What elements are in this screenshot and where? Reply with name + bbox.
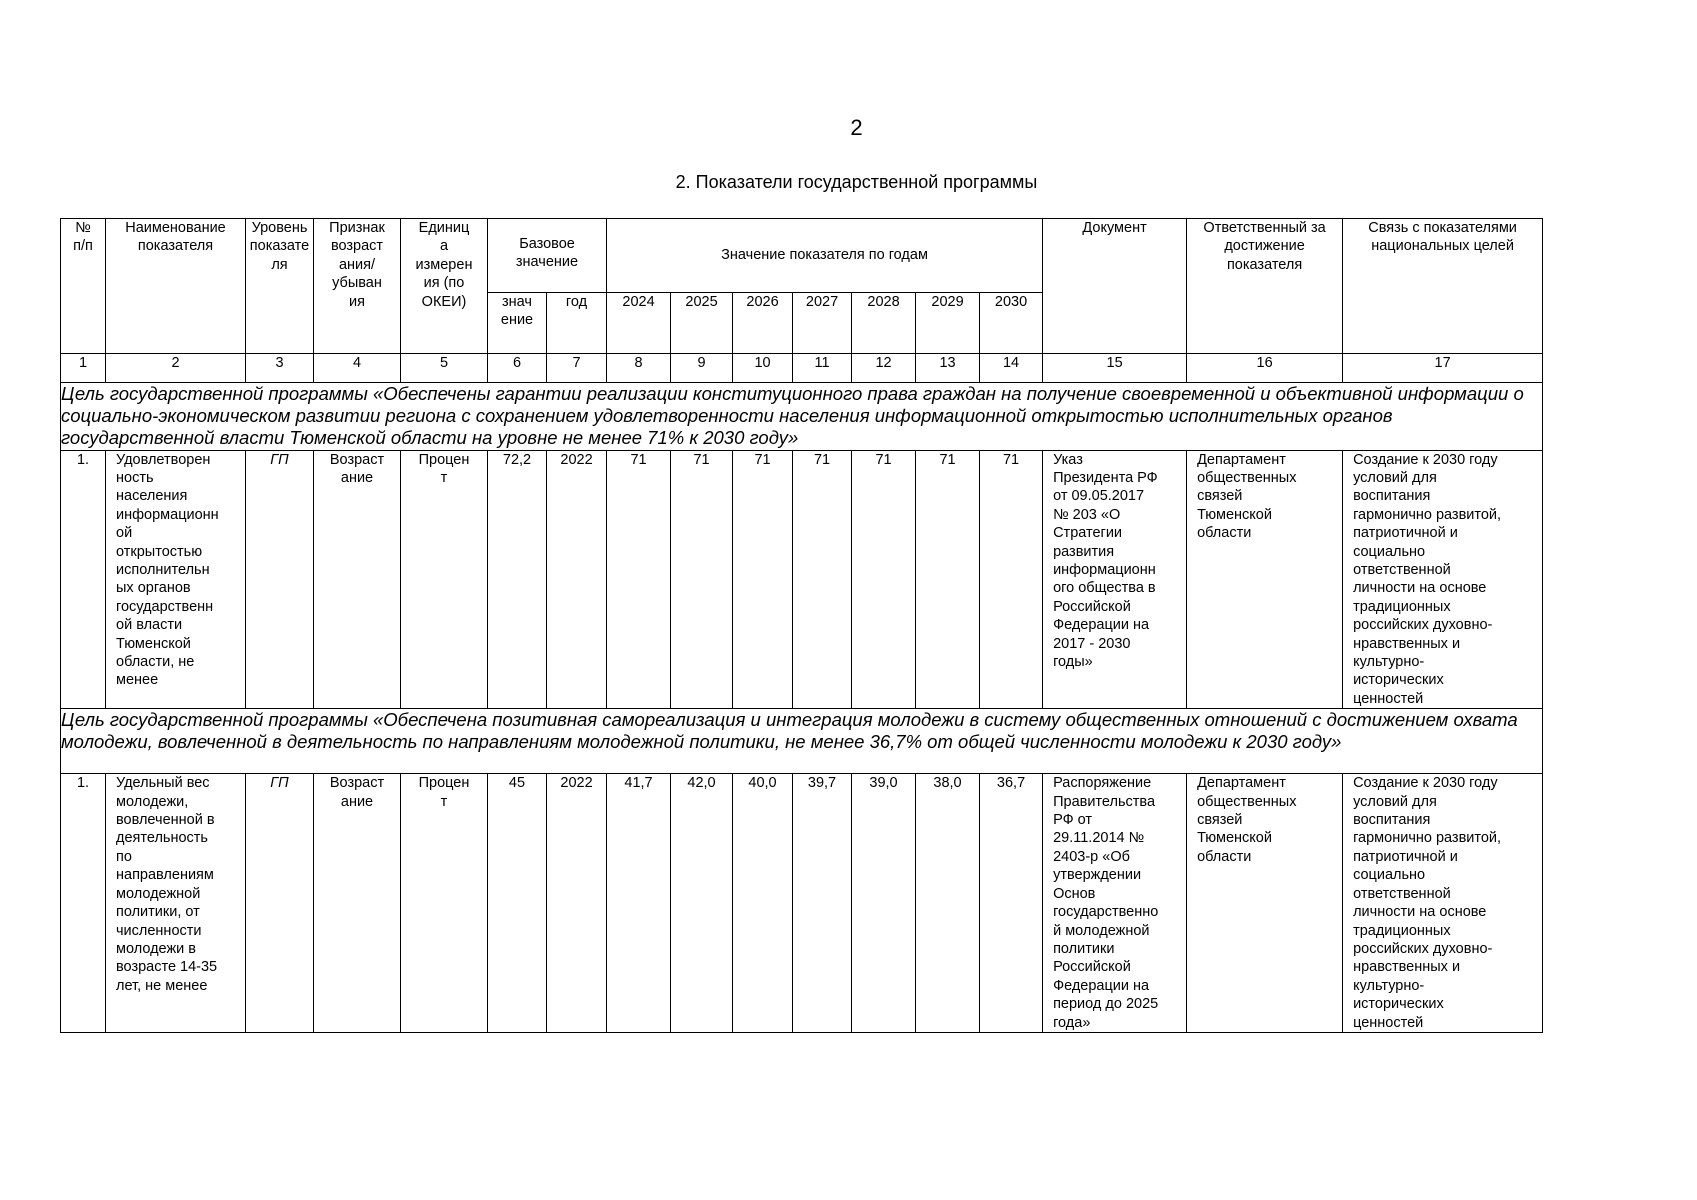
indicator-name: Удельный вес молодежи, вовлеченной в деятельность по направлениям молодежной политики, от численности молодежи в возрасте 14-35 лет, не менее bbox=[106, 774, 246, 1033]
header-by-years: Значение показателя по годам bbox=[607, 219, 1043, 293]
header-responsible: Ответственный за достижение показателя bbox=[1187, 219, 1343, 354]
column-number-13: 13 bbox=[916, 354, 980, 383]
goal-row bbox=[61, 709, 1543, 774]
base-value: 72,2 bbox=[488, 450, 547, 709]
table-row bbox=[61, 774, 1543, 1033]
header-year-2027: 2027 bbox=[793, 293, 852, 354]
header-document: Документ bbox=[1043, 219, 1187, 354]
header-national-goals: Связь с показателями национальных целей bbox=[1343, 219, 1543, 354]
year-value-2025: 71 bbox=[671, 450, 733, 709]
header-year-2029: 2029 bbox=[916, 293, 980, 354]
base-year: 2022 bbox=[547, 450, 607, 709]
header-name: Наименование показателя bbox=[106, 219, 246, 354]
header-year-2026: 2026 bbox=[733, 293, 793, 354]
header-base-value: знач ение bbox=[488, 293, 547, 354]
header-trend: Признак возраст ания/ убыван ия bbox=[314, 219, 401, 354]
year-value-2024: 71 bbox=[607, 450, 671, 709]
indicator-trend: Возраст ание bbox=[314, 774, 401, 1033]
column-number-2: 2 bbox=[106, 354, 246, 383]
column-number-16: 16 bbox=[1187, 354, 1343, 383]
year-value-2029: 71 bbox=[916, 450, 980, 709]
source-document: Указ Президента РФ от 09.05.2017 № 203 «О Стратегии развития информационн ого общества в Российской Федерации на 2017 - 2030 годы» bbox=[1043, 450, 1187, 709]
national-goals-link: Создание к 2030 году условий для воспитания гармонично развитой, патриотичной и социально ответственной личности на основе традиционных российских духовно- нравственных и культурно- исторических ценностей bbox=[1343, 774, 1543, 1033]
base-value: 45 bbox=[488, 774, 547, 1033]
goal-row bbox=[61, 383, 1543, 451]
header-level: Уровень показате ля bbox=[246, 219, 314, 354]
header-unit: Единиц а измерен ия (по ОКЕИ) bbox=[401, 219, 488, 354]
year-value-2027: 39,7 bbox=[793, 774, 852, 1033]
column-number-3: 3 bbox=[246, 354, 314, 383]
year-value-2024: 41,7 bbox=[607, 774, 671, 1033]
column-number-14: 14 bbox=[980, 354, 1043, 383]
indicator-unit: Процен т bbox=[401, 774, 488, 1033]
base-year: 2022 bbox=[547, 774, 607, 1033]
year-value-2030: 36,7 bbox=[980, 774, 1043, 1033]
column-number-12: 12 bbox=[852, 354, 916, 383]
year-value-2029: 38,0 bbox=[916, 774, 980, 1033]
indicator-level: ГП bbox=[246, 774, 314, 1033]
year-value-2025: 42,0 bbox=[671, 774, 733, 1033]
column-number-6: 6 bbox=[488, 354, 547, 383]
document-title: 2. Показатели государственной программы bbox=[675, 172, 1038, 192]
row-number: 1. bbox=[61, 774, 106, 1033]
column-number-15: 15 bbox=[1043, 354, 1187, 383]
indicator-trend: Возраст ание bbox=[314, 450, 401, 709]
page-number: 2 bbox=[850, 115, 863, 140]
column-number-17: 17 bbox=[1343, 354, 1543, 383]
header-year-2024: 2024 bbox=[607, 293, 671, 354]
program-goal: Цель государственной программы «Обеспечена позитивная самореализация и интеграция молодежи в систему общественных отношений с достижением охвата молодежи, вовлеченной в деятельность по направлениям молодежной политики, не менее 36,7% от общей численности молодежи к 2030 году» bbox=[61, 709, 1543, 774]
header-year-2025: 2025 bbox=[671, 293, 733, 354]
column-number-10: 10 bbox=[733, 354, 793, 383]
row-number: 1. bbox=[61, 450, 106, 709]
year-value-2026: 71 bbox=[733, 450, 793, 709]
year-value-2027: 71 bbox=[793, 450, 852, 709]
year-value-2028: 71 bbox=[852, 450, 916, 709]
responsible-department: Департамент общественных связей Тюменской области bbox=[1187, 774, 1343, 1033]
indicators-table bbox=[60, 218, 1543, 1033]
responsible-department: Департамент общественных связей Тюменской области bbox=[1187, 450, 1343, 709]
header-year-2030: 2030 bbox=[980, 293, 1043, 354]
program-goal: Цель государственной программы «Обеспечены гарантии реализации конституционного права граждан на получение своевременной и объективной информации о социально-экономическом развитии региона с сохранением удовлетворенности населения информационной открытостью исполнительных органов государственной власти Тюменской области на уровне не менее 71% к 2030 году» bbox=[61, 383, 1543, 451]
header-year-2028: 2028 bbox=[852, 293, 916, 354]
column-number-9: 9 bbox=[671, 354, 733, 383]
indicator-name: Удовлетворен ность населения информационн ой открытостью исполнительн ых органов государственн ой власти Тюменской области, не менее bbox=[106, 450, 246, 709]
year-value-2026: 40,0 bbox=[733, 774, 793, 1033]
column-number-5: 5 bbox=[401, 354, 488, 383]
column-number-8: 8 bbox=[607, 354, 671, 383]
header-base: Базовое значение bbox=[488, 219, 607, 293]
header-num: № п/п bbox=[61, 219, 106, 354]
indicator-unit: Процен т bbox=[401, 450, 488, 709]
national-goals-link: Создание к 2030 году условий для воспитания гармонично развитой, патриотичной и социально ответственной личности на основе традиционных российских духовно- нравственных и культурно- исторических ценностей bbox=[1343, 450, 1543, 709]
header-base-year: год bbox=[547, 293, 607, 354]
indicator-level: ГП bbox=[246, 450, 314, 709]
column-numbers-row bbox=[61, 354, 1543, 383]
table-row bbox=[61, 450, 1543, 709]
column-number-7: 7 bbox=[547, 354, 607, 383]
column-number-4: 4 bbox=[314, 354, 401, 383]
year-value-2030: 71 bbox=[980, 450, 1043, 709]
column-number-11: 11 bbox=[793, 354, 852, 383]
column-number-1: 1 bbox=[61, 354, 106, 383]
year-value-2028: 39,0 bbox=[852, 774, 916, 1033]
source-document: Распоряжение Правительства РФ от 29.11.2014 № 2403-р «Об утверждении Основ государственно й молодежной политики Российской Федерации на период до 2025 года» bbox=[1043, 774, 1187, 1033]
